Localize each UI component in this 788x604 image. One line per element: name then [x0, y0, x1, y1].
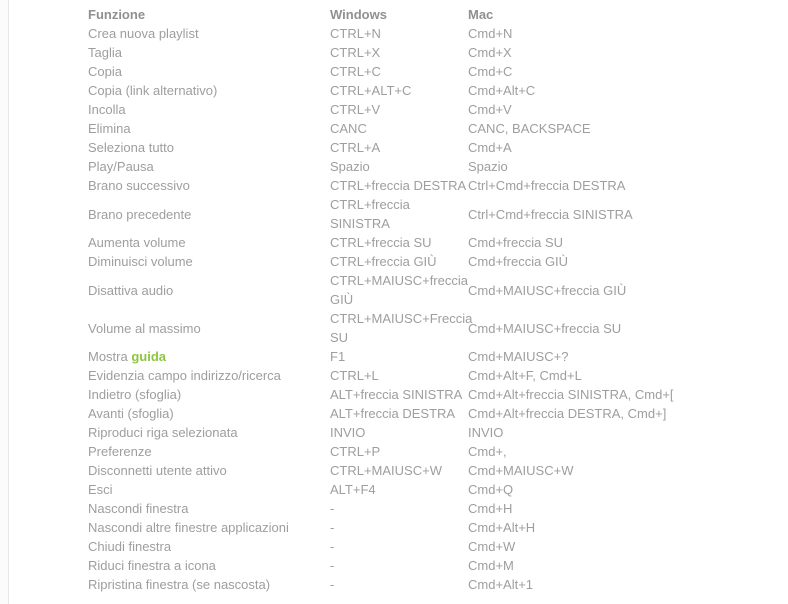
- windows-cell: CTRL+V: [330, 102, 381, 117]
- column-header-windows: Windows: [330, 7, 387, 22]
- table-row: [88, 62, 788, 81]
- funzione-cell: [88, 461, 330, 480]
- funzione-text: Brano precedente: [88, 206, 192, 222]
- windows-cell: Spazio: [330, 159, 370, 174]
- funzione-cell: [88, 575, 330, 594]
- table-row: [88, 100, 788, 119]
- table-row: [88, 461, 788, 480]
- mac-cell: Cmd+freccia SU: [468, 235, 563, 250]
- mac-cell: Cmd+H: [468, 501, 513, 516]
- mac-cell: Cmd+freccia GIÙ: [468, 254, 569, 269]
- funzione-cell: [88, 309, 330, 347]
- table-header-row: [88, 5, 788, 24]
- windows-cell: CTRL+N: [330, 26, 381, 41]
- mac-cell: Cmd+Q: [468, 482, 514, 497]
- funzione-cell: [88, 442, 330, 461]
- table-row: [88, 81, 788, 100]
- funzione-cell: [88, 233, 330, 252]
- funzione-cell: [88, 537, 330, 556]
- mac-cell: Cmd+M: [468, 558, 514, 573]
- funzione-text: Incolla: [88, 102, 126, 117]
- shortcuts-table: [88, 5, 788, 594]
- mac-cell: Cmd+X: [468, 45, 512, 60]
- funzione-text: Volume al massimo: [88, 320, 201, 336]
- mac-cell: Cmd+W: [468, 539, 516, 554]
- funzione-text: Nascondi finestra: [88, 501, 189, 516]
- table-row: [88, 138, 788, 157]
- mac-cell: Cmd+MAIUSC+W: [468, 463, 574, 478]
- mac-cell: Cmd+MAIUSC+freccia SU: [468, 320, 622, 336]
- funzione-text: Ripristina finestra (se nascosta): [88, 577, 271, 592]
- windows-cell: CTRL+A: [330, 140, 381, 155]
- table-row: [88, 442, 788, 461]
- windows-cell: CTRL+freccia SINISTRA: [330, 197, 410, 231]
- mac-cell: Cmd+,: [468, 444, 507, 459]
- mac-cell: Cmd+MAIUSC+?: [468, 349, 569, 364]
- windows-cell: CTRL+freccia GIÙ: [330, 254, 437, 269]
- funzione-cell: [88, 43, 330, 62]
- mac-cell: INVIO: [468, 425, 504, 440]
- funzione-text: Copia (link alternativo): [88, 83, 218, 98]
- page-left-edge: [0, 0, 9, 604]
- mac-cell: Cmd+Alt+freccia DESTRA, Cmd+]: [468, 406, 667, 421]
- funzione-text: Disattiva audio: [88, 282, 174, 298]
- funzione-text: Seleziona tutto: [88, 140, 175, 155]
- funzione-text: Riduci finestra a icona: [88, 558, 216, 573]
- funzione-text: Riproduci riga selezionata: [88, 425, 238, 440]
- funzione-text: Crea nuova playlist: [88, 26, 199, 41]
- funzione-text: Indietro (sfoglia): [88, 387, 182, 402]
- funzione-text: Play/Pausa: [88, 159, 154, 174]
- funzione-text: Taglia: [88, 45, 122, 60]
- funzione-cell: [88, 518, 330, 537]
- funzione-cell: [88, 252, 330, 271]
- table-row: [88, 347, 788, 366]
- table-row: [88, 24, 788, 43]
- column-header-funzione: Funzione: [88, 7, 146, 22]
- windows-cell: -: [330, 501, 335, 516]
- windows-cell: CTRL+MAIUSC+freccia GIÙ: [330, 273, 468, 307]
- funzione-text: Nascondi altre finestre applicazioni: [88, 520, 289, 535]
- mac-cell: Cmd+C: [468, 64, 513, 79]
- mac-cell: Cmd+Alt+1: [468, 577, 534, 592]
- funzione-cell: [88, 556, 330, 575]
- funzione-text: Avanti (sfoglia): [88, 406, 174, 421]
- mac-cell: Spazio: [468, 159, 508, 174]
- mac-cell: Cmd+Alt+C: [468, 83, 536, 98]
- funzione-cell: [88, 119, 330, 138]
- funzione-cell: [88, 347, 330, 366]
- funzione-cell: [88, 24, 330, 43]
- funzione-text: Diminuisci volume: [88, 254, 193, 269]
- windows-cell: CTRL+C: [330, 64, 381, 79]
- table-row: [88, 575, 788, 594]
- funzione-cell: [88, 195, 330, 233]
- mac-cell: Ctrl+Cmd+freccia DESTRA: [468, 178, 626, 193]
- table-row: [88, 271, 788, 309]
- windows-cell: CTRL+MAIUSC+Freccia SU: [330, 311, 473, 345]
- table-row: [88, 499, 788, 518]
- table-row: [88, 195, 788, 233]
- windows-cell: INVIO: [330, 425, 366, 440]
- windows-cell: -: [330, 520, 335, 535]
- funzione-cell: [88, 423, 330, 442]
- windows-cell: CTRL+ALT+C: [330, 83, 412, 98]
- windows-cell: CTRL+X: [330, 45, 381, 60]
- mac-cell: Cmd+Alt+H: [468, 520, 536, 535]
- funzione-cell: [88, 404, 330, 423]
- table-row: [88, 43, 788, 62]
- mac-cell: Cmd+MAIUSC+freccia GIÙ: [468, 282, 627, 298]
- mac-cell: CANC, BACKSPACE: [468, 121, 591, 136]
- funzione-text: Esci: [88, 482, 113, 497]
- funzione-text: Disconnetti utente attivo: [88, 463, 227, 478]
- windows-cell: CTRL+P: [330, 444, 381, 459]
- table-row: [88, 480, 788, 499]
- column-header-mac: Mac: [468, 7, 494, 22]
- funzione-cell: [88, 62, 330, 81]
- mac-cell: Cmd+N: [468, 26, 513, 41]
- table-row: [88, 423, 788, 442]
- windows-cell: CANC: [330, 121, 367, 136]
- table-row: [88, 119, 788, 138]
- funzione-text: Elimina: [88, 121, 131, 136]
- table-row: [88, 537, 788, 556]
- windows-cell: CTRL+MAIUSC+W: [330, 463, 442, 478]
- table-row: [88, 157, 788, 176]
- windows-cell: ALT+freccia DESTRA: [330, 406, 456, 421]
- funzione-cell: [88, 81, 330, 100]
- table-row: [88, 404, 788, 423]
- windows-cell: -: [330, 539, 335, 554]
- funzione-cell: [88, 271, 330, 309]
- mac-cell: Cmd+A: [468, 140, 512, 155]
- windows-cell: CTRL+freccia DESTRA: [330, 178, 467, 193]
- table-row: [88, 309, 788, 347]
- table-row: [88, 252, 788, 271]
- mac-cell: Cmd+Alt+F, Cmd+L: [468, 368, 582, 383]
- funzione-cell: [88, 100, 330, 119]
- windows-cell: -: [330, 558, 335, 573]
- table-row: [88, 366, 788, 385]
- table-row: [88, 233, 788, 252]
- funzione-cell: [88, 480, 330, 499]
- mac-cell: Cmd+Alt+freccia SINISTRA, Cmd+[: [468, 387, 674, 402]
- mac-cell: Ctrl+Cmd+freccia SINISTRA: [468, 206, 633, 222]
- funzione-cell: [88, 138, 330, 157]
- windows-cell: ALT+F4: [330, 482, 376, 497]
- funzione-cell: [88, 366, 330, 385]
- funzione-text: Mostra: [88, 349, 132, 364]
- funzione-text: Brano successivo: [88, 178, 190, 193]
- windows-cell: CTRL+freccia SU: [330, 235, 432, 250]
- table-row: [88, 385, 788, 404]
- mac-cell: Cmd+V: [468, 102, 512, 117]
- table-row: [88, 556, 788, 575]
- table-row: [88, 176, 788, 195]
- funzione-text: Preferenze: [88, 444, 152, 459]
- windows-cell: CTRL+L: [330, 368, 379, 383]
- funzione-cell: [88, 176, 330, 195]
- funzione-cell: [88, 499, 330, 518]
- guida-link[interactable]: guida: [131, 349, 167, 364]
- funzione-cell: [88, 157, 330, 176]
- funzione-text: Chiudi finestra: [88, 539, 172, 554]
- table-row: [88, 518, 788, 537]
- funzione-text: Evidenzia campo indirizzo/ricerca: [88, 368, 281, 383]
- windows-cell: -: [330, 577, 335, 592]
- shortcuts-table-body: [88, 24, 788, 594]
- funzione-text: Aumenta volume: [88, 235, 186, 250]
- windows-cell: F1: [330, 349, 346, 364]
- windows-cell: ALT+freccia SINISTRA: [330, 387, 463, 402]
- funzione-text: Copia: [88, 64, 122, 79]
- funzione-cell: [88, 385, 330, 404]
